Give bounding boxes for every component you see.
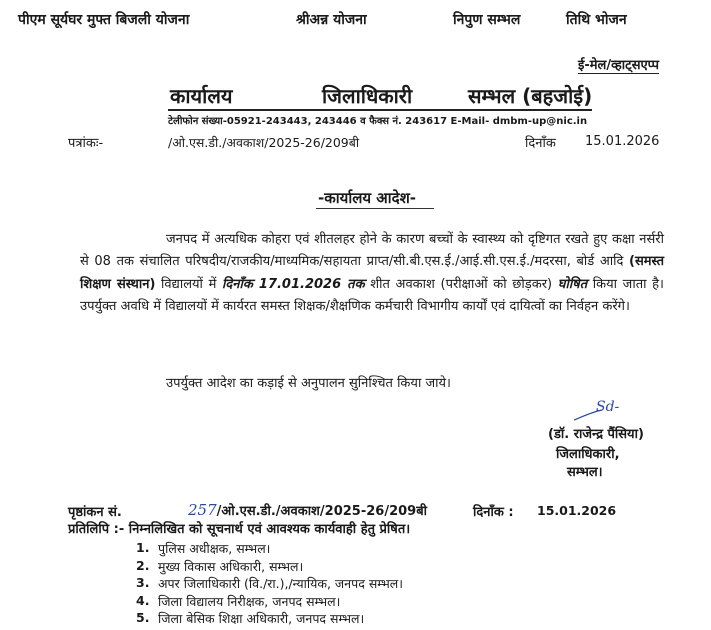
- scheme-pm-suryaghar: पीएम सूर्यघर मुफ्त बिजली योजना: [18, 12, 190, 28]
- office-location: सम्भल (बहजोई): [468, 84, 593, 108]
- compliance-line: उपर्युक्त आदेश का कड़ाई से अनुपालन सुनिश्चित किया जाये।: [166, 376, 451, 391]
- body-part-2: विद्यालयों में: [161, 276, 217, 292]
- recipient-list: [136, 540, 536, 628]
- office-designation: जिलाधिकारी: [322, 84, 413, 108]
- office-underline: [168, 109, 592, 111]
- list-item-number: 4.: [136, 592, 150, 608]
- signatory-name: (डॉ. राजेन्द्र पैंसिया): [548, 427, 644, 442]
- signatory-designation: जिलाधिकारी,: [556, 447, 620, 462]
- list-item-text: जिला विद्यालय निरीक्षक, जनपद सम्भल।: [158, 593, 341, 609]
- body-part-4: किया जाता है। उपर्युक्त अवधि में विद्यालयों में कार्यरत समस्त शिक्षक/शैक्षणिक कर्मचारी विभागीय कार्यों एवं दायित्वों का निर्वहन करेंगे।: [80, 276, 664, 315]
- scheme-shriann: श्रीअन्न योजना: [296, 12, 367, 28]
- body-holiday-date: दिनाँक 17.01.2026 तक: [222, 276, 365, 292]
- reference-number: /ओ.एस.डी./अवकाश/2025-26/209बी: [168, 135, 360, 150]
- reference-date: 15.01.2026: [585, 134, 660, 149]
- body-all-institutions: (समस्त शिक्षण संस्थान): [80, 254, 665, 292]
- delivery-mode: ई-मेल/व्हाट्सएप्प: [578, 55, 659, 74]
- list-item-text: अपर जिलाधिकारी (वि./रा.),/न्यायिक, जनपद सम्भल।: [158, 576, 404, 591]
- body-part-1: जनपद में अत्यधिक कोहरा एवं शीतलहर होने के कारण बच्चों के स्वास्थ्य को दृष्टिगत रखते हुए कक्षा नर्सरी से 08 तक संचालित परिषदीय/राजकीय/माध्यमिक/सहायता प्राप्त/सी.बी.एस.ई./आई.सी.एस.ई./मदरसा, बोर्ड आदि: [80, 232, 664, 270]
- list-item: [136, 540, 536, 558]
- signatory-place: सम्भल।: [567, 465, 603, 480]
- copy-to-line: प्रतिलिपि :- निम्नलिखित को सूचनार्थ एवं आवश्यक कार्यवाही हेतु प्रेषित।: [68, 522, 411, 537]
- list-item-text: पुलिस अधीक्षक, सम्भल।: [158, 541, 271, 556]
- list-item: [136, 593, 536, 611]
- list-item: [136, 610, 536, 628]
- list-item-text: जिला बेसिक शिक्षा अधिकारी, जनपद सम्भल।: [158, 611, 365, 626]
- scheme-nipun-sambhal: निपुण सम्भल: [453, 12, 521, 28]
- body-part-3: शीत अवकाश (परीक्षाओं को छोड़कर): [370, 276, 553, 292]
- signature-mark-icon: [572, 398, 632, 424]
- list-item-text: मुख्य विकास अधिकारी, सम्भल।: [158, 558, 304, 574]
- list-item: [136, 575, 536, 593]
- endorsement-number: [188, 501, 427, 519]
- endorsement-date-label: दिनाँक :: [473, 505, 514, 520]
- list-item-number: 5.: [136, 610, 150, 625]
- list-item: [136, 558, 536, 576]
- reference-label: पत्रांकः-: [68, 136, 104, 151]
- endorsement-label: पृष्ठांकन सं.: [68, 505, 122, 520]
- endorsement-date: 15.01.2026: [537, 503, 617, 518]
- scheme-tithi-bhojan: तिथि भोजन: [566, 12, 627, 28]
- reference-date-label: दिनाँक: [525, 136, 556, 151]
- endorsement-number-rest: /ओ.एस.डी./अवकाश/2025-26/209बी: [216, 504, 427, 519]
- heading-underline: [316, 208, 434, 209]
- body-declared: घोषित: [557, 276, 588, 292]
- order-body: [80, 229, 664, 319]
- order-heading: -कार्यालय आदेश-: [318, 189, 417, 207]
- list-item-number: 3.: [136, 575, 150, 590]
- list-item-number: 2.: [136, 557, 150, 573]
- contact-line: टेलीफोन संख्या-05921-243443, 243446 व फैक्स नं. 243617 E-Mail- dmbm-up@nic.in: [168, 116, 588, 127]
- signature-mark: Sd-: [596, 399, 620, 415]
- endorsement-handwritten-number: 257: [188, 501, 217, 519]
- list-item-number: 1.: [136, 540, 150, 555]
- office-word: कार्यालय: [170, 84, 233, 108]
